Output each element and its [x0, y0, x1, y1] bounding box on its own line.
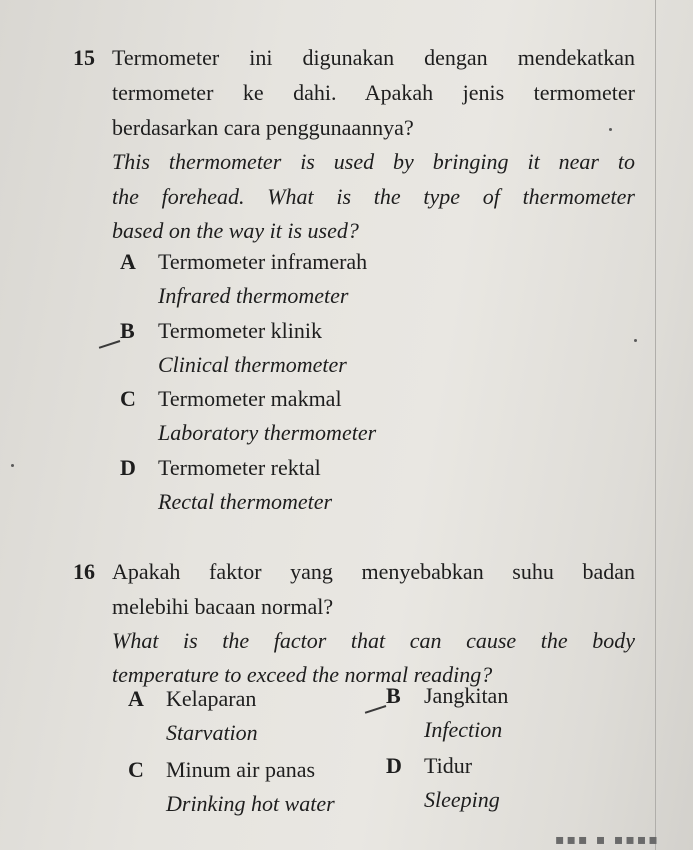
option-text-en: Infection	[424, 717, 503, 742]
option-text-ms: Termometer inframerah	[158, 249, 368, 274]
option-text-ms: Termometer rektal	[158, 455, 321, 480]
option-letter: D	[120, 455, 136, 480]
question-text-ms-line: berdasarkan cara penggunaannya?	[112, 115, 414, 140]
option-text-ms: Termometer makmal	[158, 386, 342, 411]
option-letter: B	[386, 683, 401, 708]
question-15	[73, 42, 635, 243]
question-text-ms-line: Termometer ini digunakan dengan mendekatkan	[112, 45, 635, 70]
question-text-ms-line: Apakah faktor yang menyebabkan suhu badan	[112, 559, 635, 584]
option-letter: C	[128, 757, 144, 782]
question-text-en-line: What is the factor that can cause the body	[112, 628, 635, 653]
question-number: 15	[73, 45, 95, 70]
question-text-en-line: the forehead. What is the type of thermometer	[112, 184, 635, 209]
question-text-en-line: temperature to exceed the normal reading?	[112, 662, 493, 687]
question-text-ms-line: melebihi bacaan normal?	[112, 594, 334, 619]
page-footer-scribble: ▪▪▪ ▪ ▪▪▪▪	[555, 832, 660, 848]
paper-speck	[11, 464, 14, 467]
option-text-ms: Kelaparan	[166, 686, 257, 711]
question-text-ms-line: termometer ke dahi. Apakah jenis termometer	[112, 80, 635, 105]
question-16	[73, 556, 635, 687]
option-text-ms: Minum air panas	[166, 757, 316, 782]
option-text-ms: Tidur	[424, 753, 473, 778]
option-letter: A	[120, 249, 136, 274]
page-edge-line	[655, 0, 656, 850]
option-text-en: Drinking hot water	[166, 791, 335, 816]
question-number: 16	[73, 559, 95, 584]
option-text-en: Laboratory thermometer	[158, 420, 377, 445]
pencil-mark	[99, 340, 121, 349]
question-text-en-line: based on the way it is used?	[112, 218, 359, 243]
option-letter: C	[120, 386, 136, 411]
paper-speck	[609, 128, 612, 131]
paper-speck	[634, 339, 637, 342]
option-text-en: Rectal thermometer	[158, 489, 333, 514]
option-text-en: Infrared thermometer	[158, 283, 349, 308]
option-text-ms: Termometer klinik	[158, 318, 323, 343]
option-text-ms: Jangkitan	[424, 683, 509, 708]
question-text-en-line: This thermometer is used by bringing it near to	[112, 149, 635, 174]
option-text-en: Starvation	[166, 720, 258, 745]
option-letter: B	[120, 318, 135, 343]
option-letter: D	[386, 753, 402, 778]
option-text-en: Sleeping	[424, 787, 500, 812]
pencil-mark	[365, 705, 387, 714]
option-letter: A	[128, 686, 144, 711]
option-text-en: Clinical thermometer	[158, 352, 347, 377]
